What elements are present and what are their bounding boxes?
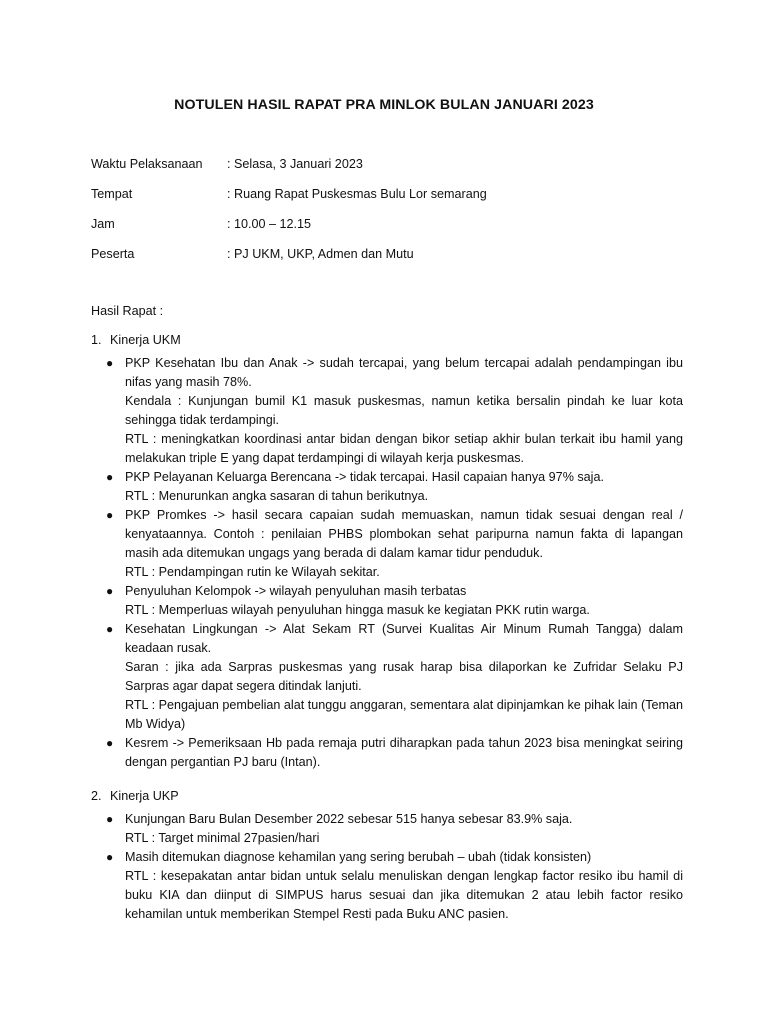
meta-row-hour (91, 215, 691, 245)
item-text: Penyuluhan Kelompok -> wilayah penyuluhan masih terbatas (125, 584, 467, 598)
item-text: Kesrem -> Pemeriksaan Hb pada remaja putri diharapkan pada tahun 2023 bisa meningkat seiring dengan pergantian PJ baru (Intan). (125, 736, 683, 769)
section-kinerja-ukp (91, 787, 683, 924)
item-note: RTL : Memperluas wilayah penyuluhan hingga masuk ke kegiatan PKK rutin warga. (125, 603, 590, 617)
item-text: Masih ditemukan diagnose kehamilan yang sering berubah – ubah (tidak konsisten) (125, 850, 592, 864)
list-item (91, 582, 683, 620)
list-item (91, 734, 683, 772)
section-kinerja-ukm (91, 331, 683, 772)
bullet-icon: ● (106, 470, 114, 484)
section-number: 1. (91, 333, 102, 347)
list-item (91, 468, 683, 506)
item-note: Kendala : Kunjungan bumil K1 masuk puskesmas, namun ketika bersalin pindah ke luar kota sehingga tidak terdampingi. (125, 394, 683, 427)
meta-row-participants (91, 245, 691, 275)
bullet-icon: ● (106, 812, 114, 826)
list-item (91, 810, 683, 848)
item-note: RTL : Pendampingan rutin ke Wilayah sekitar. (125, 565, 380, 579)
meta-label: Tempat (91, 187, 133, 201)
bullet-icon: ● (106, 736, 114, 750)
section-label: Kinerja UKP (110, 789, 179, 803)
item-note: Saran : jika ada Sarpras puskesmas yang rusak harap bisa dilaporkan ke Zufridar Selaku PJ Sarpras agar dapat segera ditindak lanjuti. (125, 660, 683, 693)
section-number: 2. (91, 789, 102, 803)
item-note: RTL : Pengajuan pembelian alat tunggu anggaran, sementara alat dipinjamkan ke pihak lain (Teman Mb Widya) (125, 698, 683, 731)
document-title: NOTULEN HASIL RAPAT PRA MINLOK BULAN JANUARI 2023 (174, 97, 594, 113)
item-text: PKP Kesehatan Ibu dan Anak -> sudah tercapai, yang belum tercapai adalah pendampingan ibu nifas yang masih 78%. (125, 356, 683, 389)
meta-row-place (91, 185, 691, 215)
results-heading: Hasil Rapat : (91, 304, 164, 318)
list-item (91, 506, 683, 582)
list-item (91, 848, 683, 924)
list-item (91, 354, 683, 468)
meta-row-time (91, 155, 691, 185)
bullet-icon: ● (106, 850, 114, 864)
meeting-info (91, 155, 691, 275)
item-note: RTL : Target minimal 27pasien/hari (125, 831, 320, 845)
item-list (91, 810, 683, 924)
bullet-icon: ● (106, 508, 114, 522)
meta-value: : Ruang Rapat Puskesmas Bulu Lor semarang (227, 187, 487, 201)
item-note: RTL : Menurunkan angka sasaran di tahun berikutnya. (125, 489, 429, 503)
section-label: Kinerja UKM (110, 333, 181, 347)
item-text: PKP Pelayanan Keluarga Berencana -> tidak tercapai. Hasil capaian hanya 97% saja. (125, 470, 604, 484)
bullet-icon: ● (106, 584, 114, 598)
meta-value: : Selasa, 3 Januari 2023 (227, 157, 363, 171)
item-text: PKP Promkes -> hasil secara capaian sudah memuaskan, namun tidak sesuai dengan real / kenyataannya. Contoh : penilaian PHBS plombokan sehat paripurna namun fakta di lapangan masih ada ditemukan ungags yang berada di dalam kamar tidur penduduk. (125, 508, 683, 560)
meta-value: : 10.00 – 12.15 (227, 217, 312, 231)
section-title (91, 787, 683, 810)
bullet-icon: ● (106, 356, 114, 370)
meta-label: Jam (91, 217, 115, 231)
section-title (91, 331, 683, 354)
item-text: Kunjungan Baru Bulan Desember 2022 sebesar 515 hanya sebesar 83.9% saja. (125, 812, 573, 826)
meta-label: Peserta (91, 247, 135, 261)
item-note: RTL : meningkatkan koordinasi antar bidan dengan bikor setiap akhir bulan terkait ibu hamil yang melakukan triple E yang dapat terdampingi di wilayah kerja puskesmas. (125, 432, 683, 465)
list-item (91, 620, 683, 734)
meta-value: : PJ UKM, UKP, Admen dan Mutu (227, 247, 414, 261)
meta-label: Waktu Pelaksanaan (91, 157, 203, 171)
item-note: RTL : kesepakatan antar bidan untuk selalu menuliskan dengan lengkap factor resiko ibu hamil di buku KIA dan diinput di SIMPUS harus sesuai dan jika ditemukan 2 atau lebih factor resiko kehamilan untuk memberikan Stempel Resti pada Buku ANC pasien. (125, 869, 683, 921)
bullet-icon: ● (106, 622, 114, 636)
item-text: Kesehatan Lingkungan -> Alat Sekam RT (Survei Kualitas Air Minum Rumah Tangga) dalam keadaan rusak. (125, 622, 683, 655)
item-list (91, 354, 683, 772)
